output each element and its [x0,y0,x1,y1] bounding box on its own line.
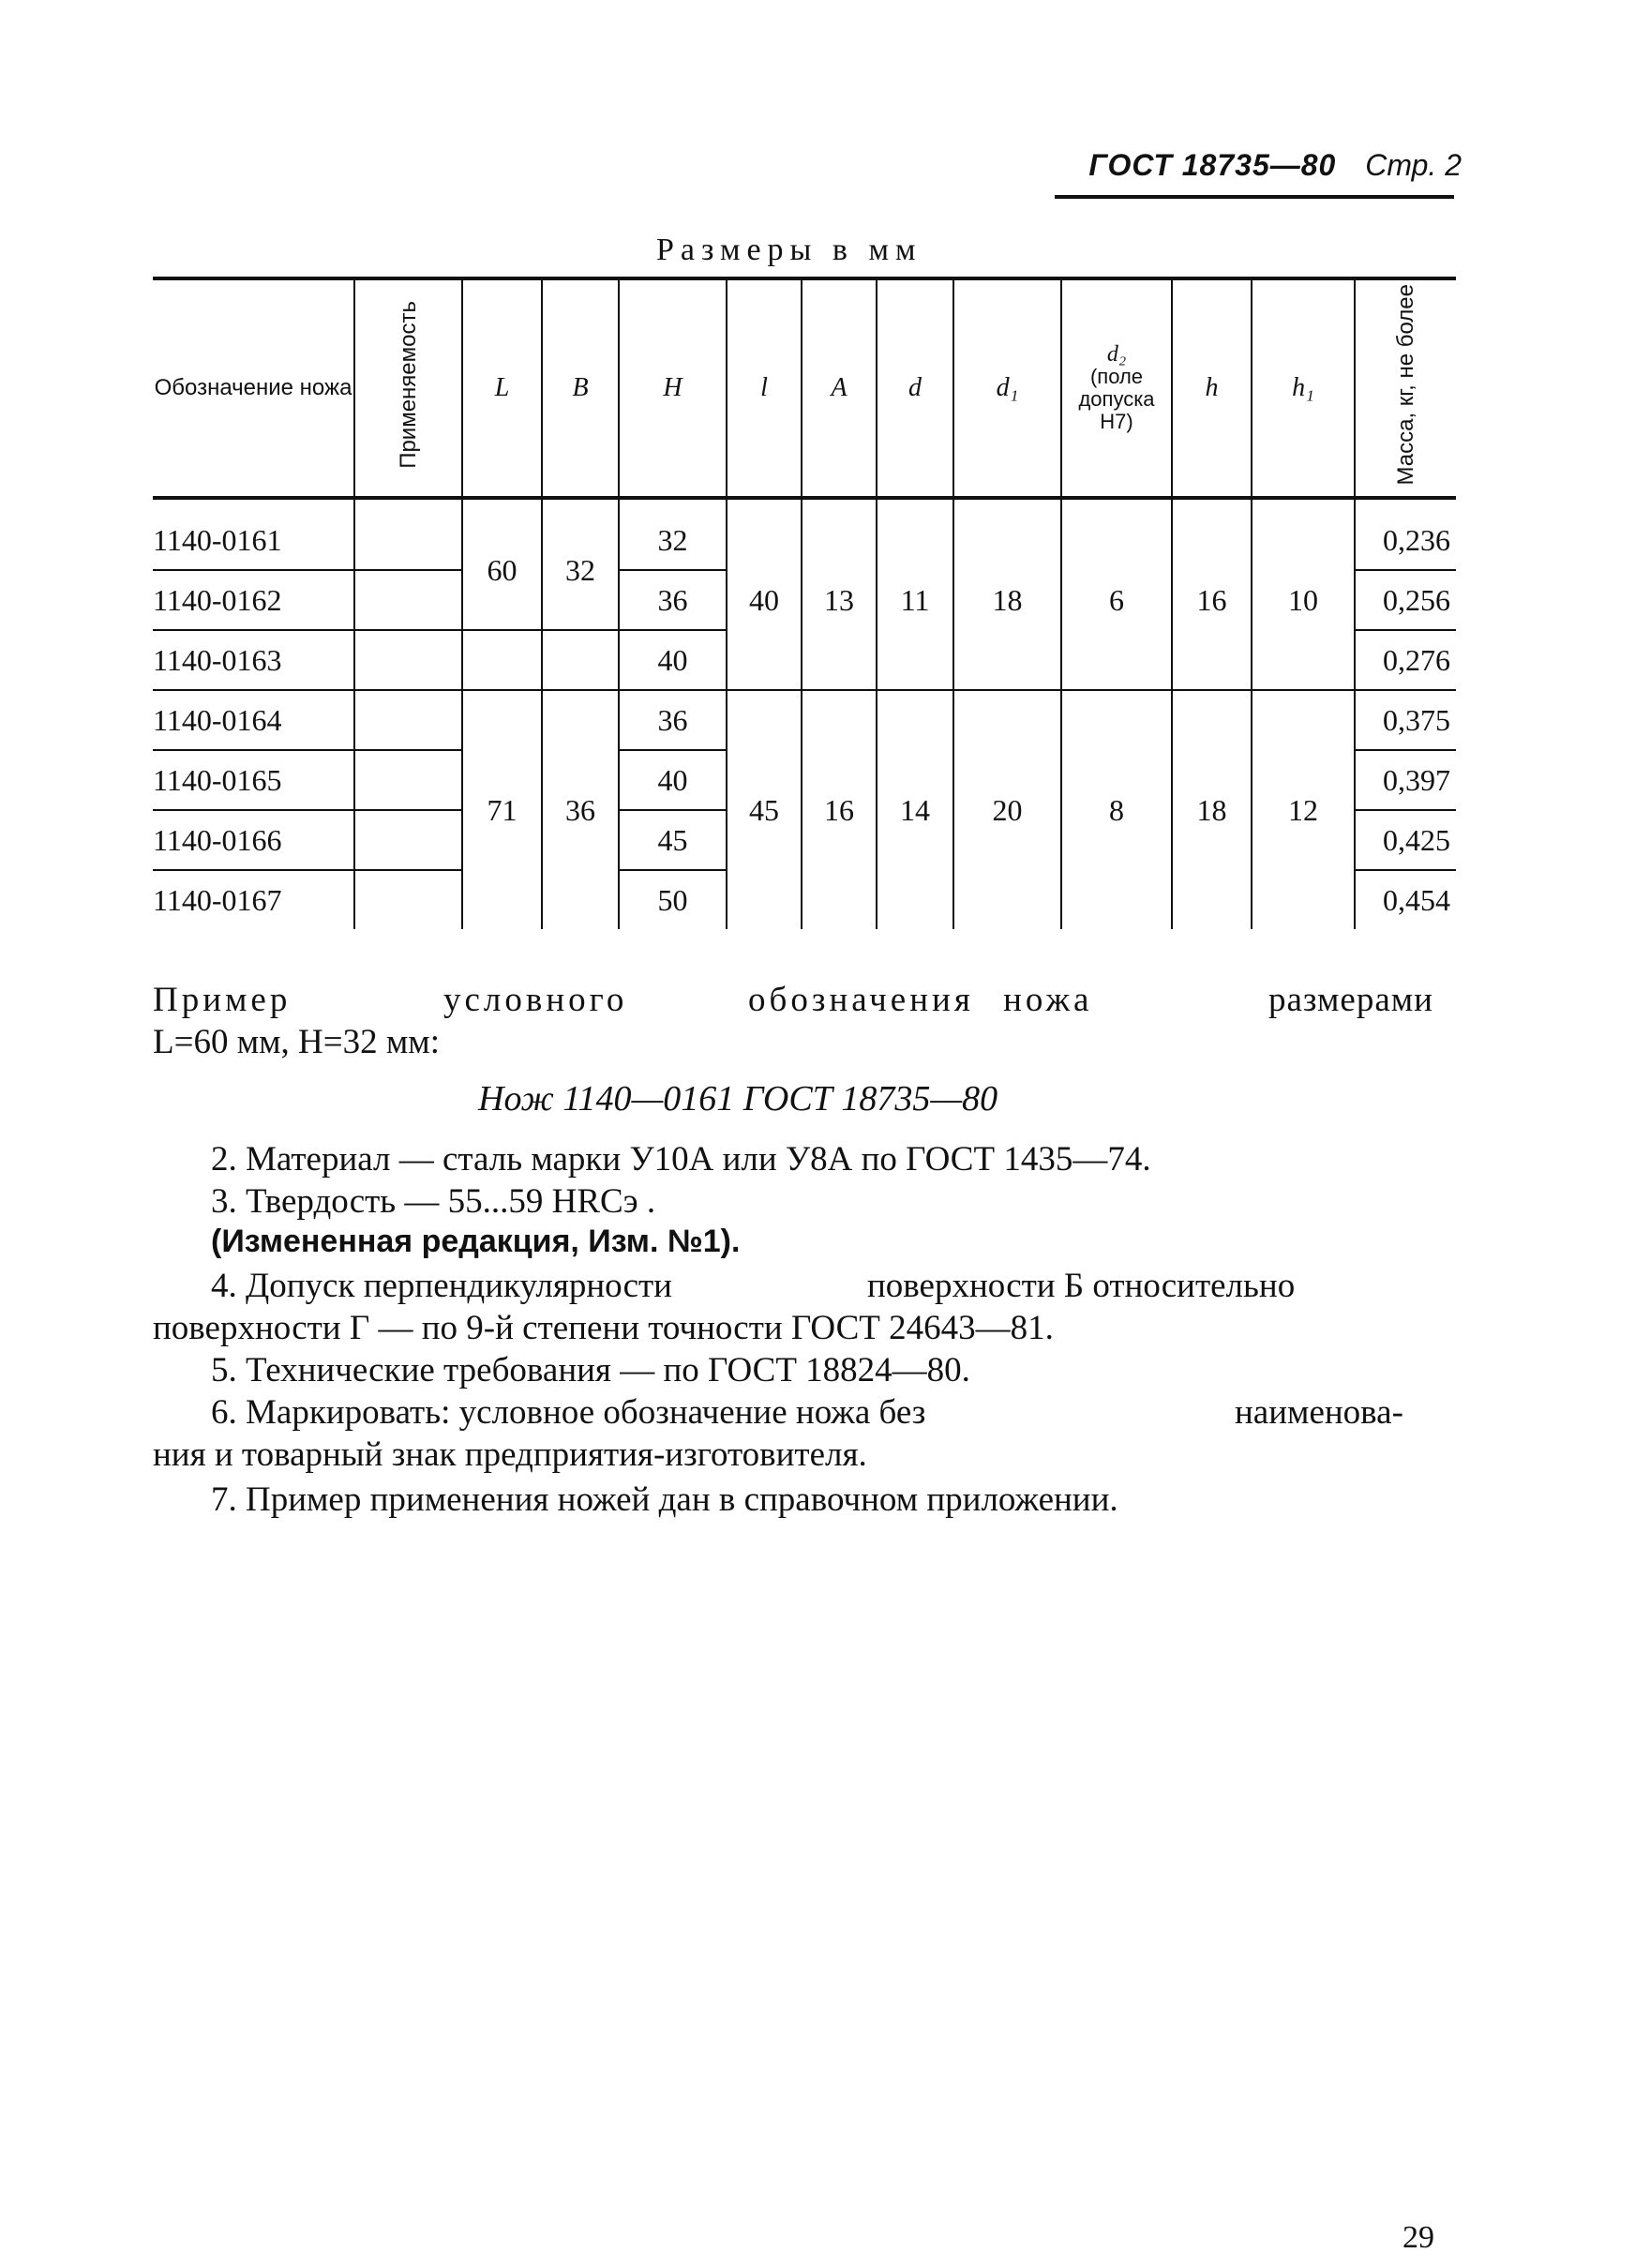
d1-cell: 20 [953,690,1061,929]
mass-cell: 0,454 [1355,870,1456,929]
H-cell: 32 [619,498,727,570]
L-cell: 71 [462,690,542,929]
col-header-d: d [877,278,953,498]
code-cell: 1140-0165 [153,750,354,810]
item-tolerance-line2: поверхности Г — по 9-й степени точности ГОСТ 24643—81. [153,1309,1054,1347]
table-row [153,690,1456,750]
page-header [1088,148,1462,183]
col-header-d1: d₁ [953,278,1061,498]
H-cell: 40 [619,630,727,690]
mass-cell: 0,236 [1355,498,1456,570]
applicability-cell [354,570,462,630]
H-cell: 36 [619,690,727,750]
item-usage-example: 7. Пример применения ножей дан в справочном приложении. [211,1480,1118,1519]
code-cell: 1140-0164 [153,690,354,750]
item-tolerance-line1 [211,1266,1456,1306]
d2-cell: 8 [1061,690,1172,929]
item6-part-a: 6. Маркировать: условное обозначение ножа без [211,1393,926,1432]
col-header-code: Обозначение ножа [153,278,354,498]
col-header-d2: d₂ (поле допуска H7) [1061,278,1172,498]
applicability-cell [354,498,462,570]
col-header-H: H [619,278,727,498]
A-cell: 16 [802,690,877,929]
l-cell: 45 [727,690,802,929]
item-revision-note: (Измененная редакция, Изм. №1). [211,1224,741,1259]
code-cell: 1140-0167 [153,882,282,917]
item4-part-b: поверхности Б относительно [867,1267,1296,1305]
B-cell: 36 [542,690,619,929]
example-intro [153,980,1456,1020]
table-header-row [153,278,1456,498]
header-rule [1055,195,1454,199]
H-cell: 40 [619,750,727,810]
dimensions-table [153,277,1456,929]
h1-cell: 12 [1252,690,1355,929]
code-cell: 1140-0166 [153,810,354,870]
item6-part-b: наименова- [1235,1393,1403,1432]
A-cell: 13 [802,498,877,690]
standard-number: ГОСТ 18735—80 [1088,148,1337,182]
item-material: 2. Материал — сталь марки У10А или У8А по ГОСТ 1435—74. [211,1140,1151,1179]
col-header-L: L [462,278,542,498]
col-header-mass: Масса, кг, не более [1355,278,1456,498]
B-cell-empty [542,630,619,690]
table-row [153,498,1456,570]
example-word-1: Пример [153,981,292,1019]
L-cell-empty [462,630,542,690]
example-word-3: обозначения ножа [748,981,1093,1019]
col-header-B: B [542,278,619,498]
mass-cell: 0,276 [1355,630,1456,690]
mass-cell: 0,375 [1355,690,1456,750]
L-cell: 60 [462,498,542,630]
col-header-l: l [727,278,802,498]
h-cell: 18 [1172,690,1252,929]
H-cell: 36 [619,570,727,630]
example-dimensions: L=60 мм, H=32 мм: [153,1023,440,1061]
example-designation: Нож 1140—0161 ГОСТ 18735—80 [478,1079,998,1119]
page-label: Стр. 2 [1365,148,1462,182]
example-word-2: условного [443,981,628,1019]
d-cell: 14 [877,690,953,929]
col-header-applicability: Применяемость [354,278,462,498]
code-cell: 1140-0163 [153,630,354,690]
applicability-cell [354,810,462,870]
d2-cell: 6 [1061,498,1172,690]
code-cell: 1140-0162 [153,570,354,630]
item-marking-line1 [211,1392,1456,1433]
item-requirements: 5. Технические требования — по ГОСТ 18824—80. [211,1351,970,1389]
d-cell: 11 [877,498,953,690]
col-header-h1: h₁ [1252,278,1355,498]
B-cell: 32 [542,498,619,630]
l-cell: 40 [727,498,802,690]
applicability-cell [354,630,462,690]
page-number: 29 [1402,2220,1434,2255]
applicability-cell [354,870,462,929]
item4-part-a: 4. Допуск перпендикулярности [211,1267,672,1305]
H-cell: 45 [619,810,727,870]
col-header-A: A [802,278,877,498]
h-cell: 16 [1172,498,1252,690]
example-word-4: размерами [1268,981,1433,1019]
code-cell: 1140-0161 [153,498,354,570]
item-marking-line2: ния и товарный знак предприятия-изготовителя. [153,1435,867,1474]
mass-cell: 0,425 [1355,810,1456,870]
table-caption: Размеры в мм [656,233,922,267]
applicability-cell [354,750,462,810]
applicability-cell [354,690,462,750]
H-cell: 50 [619,870,727,929]
mass-cell: 0,256 [1355,570,1456,630]
h1-cell: 10 [1252,498,1355,690]
mass-cell: 0,397 [1355,750,1456,810]
item-hardness: 3. Твердость — 55...59 HRCэ . [211,1182,656,1221]
d1-cell: 18 [953,498,1061,690]
col-header-h: h [1172,278,1252,498]
